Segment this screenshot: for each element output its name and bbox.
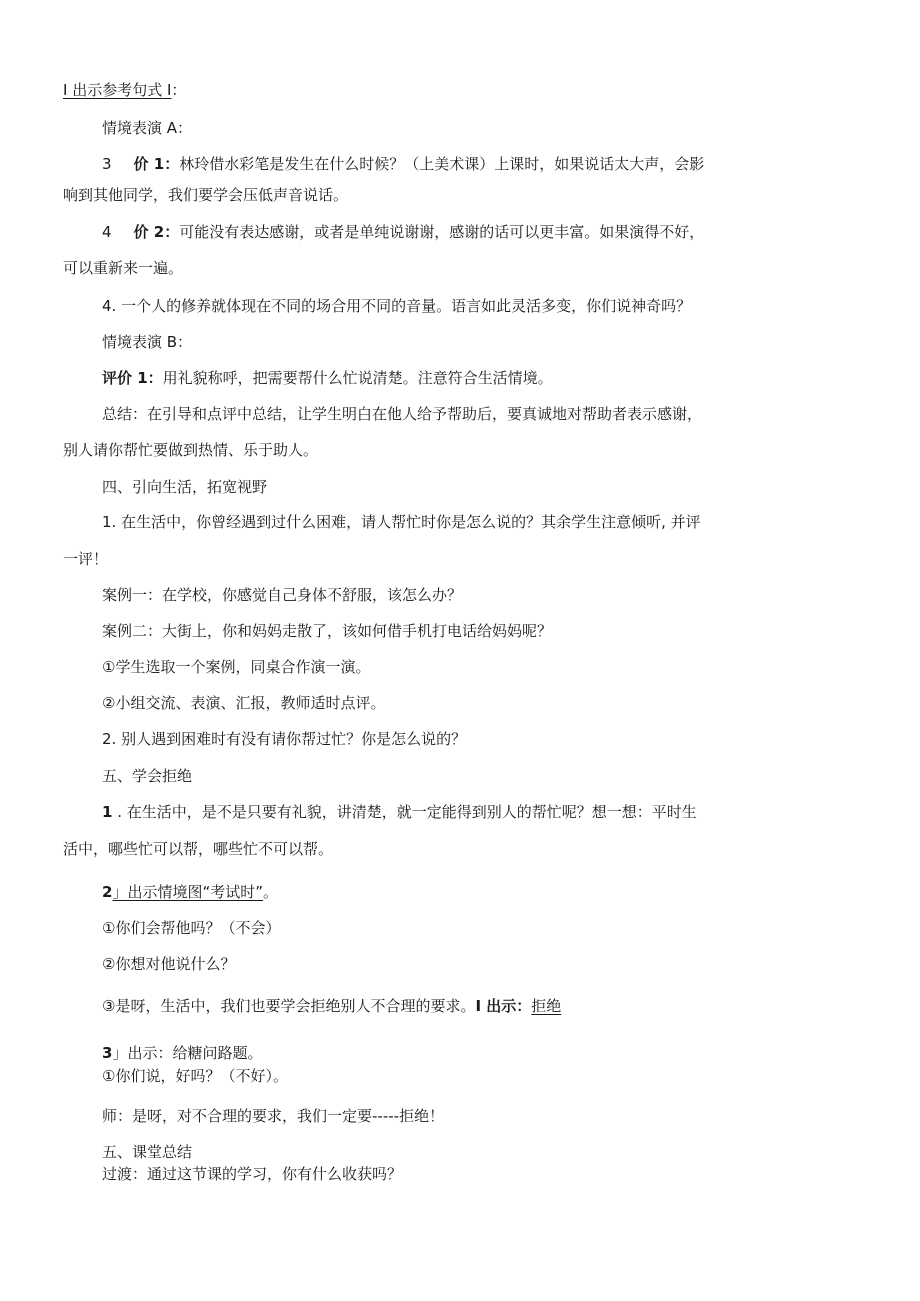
r2-end: 。 bbox=[262, 883, 278, 901]
scene-b-heading: 情境表演 B： bbox=[102, 333, 193, 351]
evaluation-1 bbox=[102, 368, 553, 388]
refuse-2 bbox=[102, 882, 278, 902]
p3-text: 林玲借水彩笔是发生在什么时候？（上美术课）上课时，如果说话太大声，会影 bbox=[179, 155, 705, 173]
paragraph-3 bbox=[102, 154, 704, 174]
p3-label: 价 1： bbox=[133, 155, 180, 173]
p3-continuation: 响到其他同学，我们要学会压低声音说话。 bbox=[63, 186, 349, 204]
c3-mark: I 出示： bbox=[475, 997, 532, 1015]
p4-number: 4 bbox=[102, 223, 112, 241]
d-choice-1: ①你们说，好吗？（不好）。 bbox=[102, 1067, 288, 1085]
c3-word: 拒绝 bbox=[531, 997, 562, 1015]
question-1-line-1: 1. 在生活中，你曾经遇到过什么困难，请人帮忙时你是怎么说的？其余学生注意倾听, 并评 bbox=[102, 513, 701, 531]
header-ref: I 出示参考句式 I bbox=[63, 81, 172, 99]
r1-text: . 在生活中，是不是只要有礼貌，讲清楚，就一定能得到别人的帮忙呢？想一想：平时生 bbox=[112, 803, 697, 821]
paragraph-4 bbox=[102, 222, 704, 242]
summary-line-1: 总结：在引导和点评中总结，让学生明白在他人给予帮助后，要真诚地对帮助者表示感谢， bbox=[102, 405, 703, 423]
p4-text: 可能没有表达感谢，或者是单纯说谢谢，感谢的话可以更丰富。如果演得不好， bbox=[179, 223, 705, 241]
section-4-heading: 四、引向生活，拓宽视野 bbox=[102, 478, 268, 496]
c3-text: ③是呀，生活中，我们也要学会拒绝别人不合理的要求。 bbox=[102, 997, 476, 1015]
p4-label: 价 2： bbox=[133, 223, 180, 241]
summary-line-2: 别人请你帮忙要做到热情、乐于助人。 bbox=[63, 441, 319, 459]
eval1-label: 评价 1： bbox=[102, 369, 163, 387]
choice-3 bbox=[102, 996, 561, 1016]
p4-continuation: 可以重新来一遍。 bbox=[63, 259, 184, 277]
case-1: 案例一：在学校，你感觉自己身体不舒服，该怎么办？ bbox=[102, 586, 463, 604]
header-ref-line bbox=[63, 80, 186, 100]
r3-text: 」出示：给糖问路题。 bbox=[112, 1044, 263, 1062]
choice-2: ②你想对他说什么？ bbox=[102, 955, 236, 973]
eval1-text: 用礼貌称呼，把需要帮什么忙说清楚。注意符合生活情境。 bbox=[162, 369, 553, 387]
refuse-1-line-1 bbox=[102, 802, 697, 822]
step-1: ①学生选取一个案例，同桌合作演一演。 bbox=[102, 658, 371, 676]
scene-a-heading: 情境表演 A： bbox=[102, 119, 193, 137]
section-5b-heading: 五、课堂总结 bbox=[102, 1143, 193, 1161]
p3-number: 3 bbox=[102, 155, 112, 173]
refuse-3 bbox=[102, 1043, 262, 1063]
teacher-line: 师：是呀，对不合理的要求，我们一定要-----拒绝！ bbox=[102, 1107, 445, 1125]
step-2: ②小组交流、表演、汇报，教师适时点评。 bbox=[102, 694, 386, 712]
question-1-line-2: 一评！ bbox=[63, 550, 109, 568]
case-2: 案例二：大街上，你和妈妈走散了，该如何借手机打电话给妈妈呢？ bbox=[102, 622, 553, 640]
question-2: 2. 别人遇到困难时有没有请你帮过忙？你是怎么说的？ bbox=[102, 730, 467, 748]
transition-line: 过渡：通过这节课的学习，你有什么收获吗？ bbox=[102, 1165, 403, 1183]
header-ref-colon: ： bbox=[171, 81, 187, 99]
r3-number: 3 bbox=[102, 1044, 113, 1062]
choice-1: ①你们会帮他吗？（不会） bbox=[102, 919, 281, 937]
item-4: 4. 一个人的修养就体现在不同的场合用不同的音量。语言如此灵活多变，你们说神奇吗？ bbox=[102, 297, 692, 315]
r2-text: 」出示情境图“考试时” bbox=[112, 883, 263, 901]
section-5-heading: 五、学会拒绝 bbox=[102, 767, 193, 785]
refuse-1-line-2: 活中，哪些忙可以帮，哪些忙不可以帮。 bbox=[63, 840, 334, 858]
r1-number: 1 bbox=[102, 803, 113, 821]
r2-number: 2 bbox=[102, 883, 113, 901]
